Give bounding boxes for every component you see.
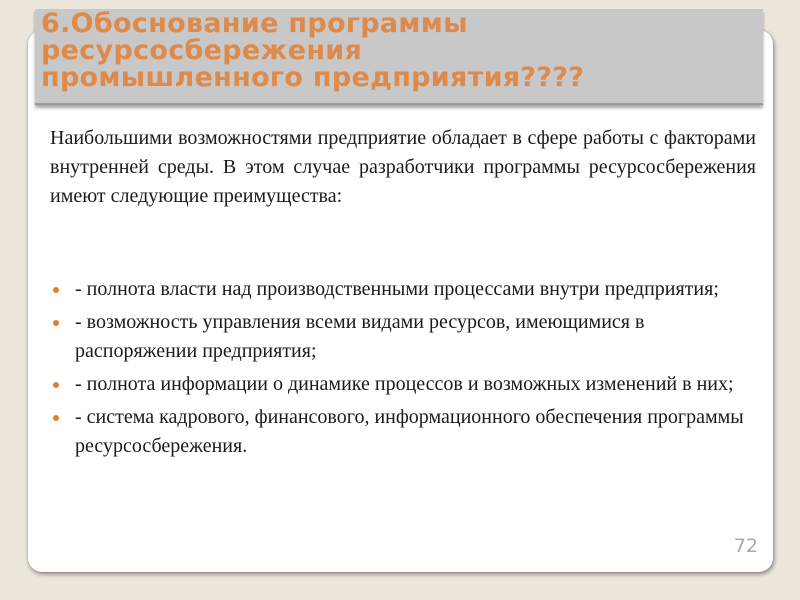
bullet-item bbox=[50, 370, 760, 399]
bullet-dot-icon bbox=[53, 415, 59, 421]
bullet-dot-icon bbox=[53, 287, 59, 293]
bullet-text: - полнота информации о динамике процессов и возможных изменений в них; bbox=[75, 373, 734, 395]
bullet-text: - полнота власти над производственными процессами внутри предприятия; bbox=[75, 278, 719, 300]
bullet-dot-icon bbox=[53, 382, 59, 388]
page-number: 72 bbox=[733, 535, 758, 557]
intro-paragraph: Наибольшими возможностями предприятие обладает в сфере работы с факторами внутренней среды. В этом случае разработчики программы ресурсосбережения имеют следующие преимущества: bbox=[50, 127, 756, 207]
bullet-text: - система кадрового, финансового, информационного обеспечения программы ресурсосбережения. bbox=[75, 406, 744, 457]
bullet-item bbox=[50, 308, 760, 366]
bullet-dot-icon bbox=[53, 320, 59, 326]
bullet-list bbox=[50, 275, 760, 465]
slide-title: 6.Обоснование программы ресурсосбережения промышленного предприятия???? bbox=[41, 8, 585, 93]
bullet-item bbox=[50, 275, 760, 304]
bullet-text: - возможность управления всеми видами ресурсов, имеющимися в распоряжении предприятия; bbox=[75, 311, 645, 362]
bullet-item bbox=[50, 403, 760, 461]
